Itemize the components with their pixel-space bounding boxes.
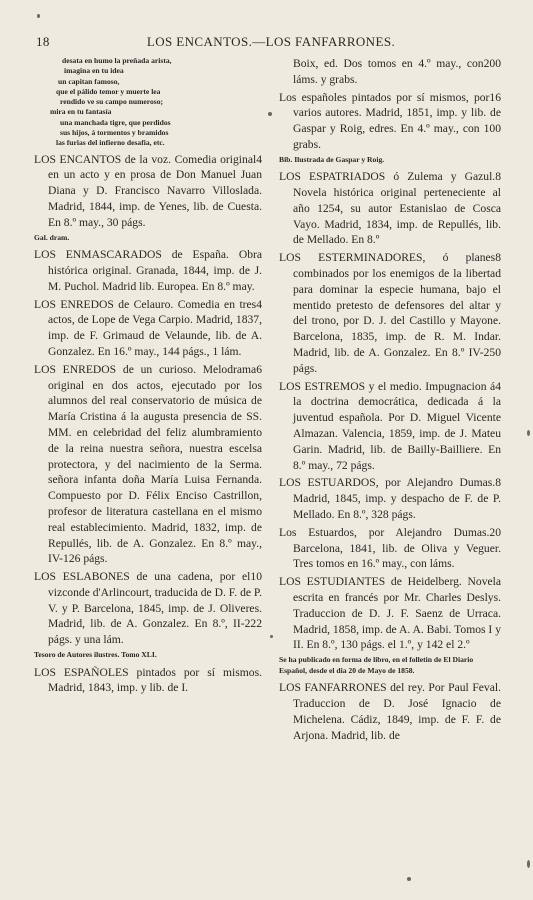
catalog-entry: [279, 475, 501, 522]
catalog-note: Gal. dram.: [34, 232, 70, 242]
print-speck: [268, 112, 272, 116]
left-column: [34, 56, 262, 698]
entry-text: Boix, ed. Dos tomos en 4.º may., con láms. y grabs.: [293, 57, 484, 86]
catalog-entry: [279, 525, 501, 572]
entry-text: LOS ESPAÑOLES pintados por sí mismos. Madrid, 1843, imp. y lib. de I.: [34, 665, 262, 695]
verse-line: desata en humo la preñada arista,: [62, 56, 172, 65]
verse-line: rendido ve su campo numeroso;: [60, 97, 164, 107]
catalog-entry: [279, 56, 501, 88]
entry-price: 16: [489, 90, 501, 104]
print-speck: [37, 14, 40, 18]
entry-price: 4: [256, 297, 262, 311]
catalog-entry: [279, 250, 501, 376]
entry-price: 4: [495, 379, 501, 393]
entry-text: Los Estuardos, por Alejandro Dumas. Barcelona, 1841, lib. de Oliva y Veguer. Tres tomos en 16.º may., con láms.: [279, 525, 501, 571]
catalog-entry: [34, 569, 262, 648]
catalog-entry: [34, 247, 262, 294]
entry-price: 20: [489, 525, 501, 539]
verse-line: imagina en tu idea: [64, 66, 124, 76]
left-entry-list: [34, 152, 262, 697]
verse-quotation: [34, 56, 262, 149]
print-speck: [270, 635, 273, 638]
entry-price: 4: [256, 152, 262, 166]
print-speck: [527, 430, 530, 436]
catalog-entry: [34, 665, 262, 697]
catalog-entry: [279, 169, 501, 248]
catalog-entry: [34, 297, 262, 360]
verse-line: que el pálido temor y muerte lea: [56, 86, 161, 96]
entry-text: Los españoles pintados por sí mismos, por varios autores. Madrid, 1851, imp. y lib. de Gaspar y Roig, edres. En 4.º may., con 100 grabs.: [279, 90, 501, 151]
verse-line: sus hijos, á tormentos y bramidos: [60, 128, 169, 138]
entry-price: 200: [483, 57, 501, 70]
entry-text: LOS ESPATRIADOS ó Zulema y Gazul. Novela histórica original perteneciente al año 1254, su autor Estanislao de Cosca Vayo. Madrid, 1834, imp. de Repullés, lib. de Mellado. En 8.º: [279, 170, 501, 247]
catalog-entry: [34, 152, 262, 231]
entry-price: 6: [256, 362, 262, 376]
page-header: [36, 34, 506, 50]
verse-line: las furias del infierno desafia, etc.: [56, 138, 165, 148]
entry-text: LOS ENCANTOS de la voz. Comedia original en un acto y en prosa de Don Manuel Juan Diana y D. Francisco Navarro Villoslada. Madrid, 1844, imp. de Yenes, lib. de Cuesta. En 8.º may., 30 págs.: [34, 152, 262, 229]
entry-text: LOS ESTUDIANTES de Heidelberg. Novela escrita en francés por Mr. Charles Deslys. Traduccion de D. J. F. Saenz de Urraca. Madrid, 1858, imp. de A. A. Babi. Tomos I y II. En 8.º, 130 págs. el 1.º, y 142 el 2.º: [279, 575, 501, 652]
catalog-note: Tesoro de Autores ilustres. Tomo XLI.: [34, 650, 157, 660]
catalog-entry: [279, 90, 501, 153]
catalog-entry: [34, 362, 262, 567]
entry-text: LOS ENMASCARADOS de España. Obra histórica original. Granada, 1844, imp. de J. M. Puchol. Madrid lib. Europea. En 8.º may.: [34, 248, 262, 293]
entry-text: LOS ENREDOS de Celauro. Comedia en tres actos, de Lope de Vega Carpio. Madrid, 1837, imp. de F. Grimaud de Velaunde, lib. de A. Gonzalez. En 16.º may., 144 págs., 1 lám.: [34, 297, 262, 358]
catalog-entry: [279, 680, 501, 743]
print-speck: [527, 860, 530, 868]
verse-line: una manchada tigre, que perdidos: [60, 117, 171, 127]
page-number: 18: [36, 34, 50, 49]
catalog-entry: [279, 574, 501, 653]
entry-text: LOS ENREDOS de un curioso. Melodrama original en dos actos, ejecutado por los alumnos del real conservatorio de música de María Cristina á la augusta presencia de SS. MM. en celebridad del feliz alumbramiento de la reina nuestra señora, nuestra escelsa protectora, y del nacimiento de la Serma. señora infanta doña María Luisa Fernanda. Compuesto por D. Félix Enciso Castrillon, profesor de literatura castellana en el mismo real establecimiento. Madrid, 1832, imp. de Repullés, lib. de A. Gonzalez. En 8.º may., IV-126 págs.: [34, 362, 262, 566]
entry-text: LOS FANFARRONES del rey. Por Paul Feval. Traduccion de D. José Ignacio de Michelena. Cádiz, 1849, imp. de F. F. de Arjona. Madrid, lib. de: [279, 681, 501, 742]
entry-price: 8: [495, 476, 501, 490]
catalog-entry: [279, 379, 501, 474]
catalog-note: Se ha publicado en forma de libro, en el folletin de El Diario Español, desde el dia 20 de Mayo de 1858.: [279, 655, 474, 675]
entry-text: LOS ESLABONES de una cadena, por el vizconde d'Arlincourt, traducida de D. F. de P. V. y P. Barcelona, 1845, imp. de J. Oliveres. Madrid, lib. de A. Gonzalez. En 8.º, II-222 págs. y una lám.: [34, 570, 262, 647]
verse-line: mira en tu fantasía: [50, 107, 112, 117]
entry-text: LOS ESTREMOS y el medio. Impugnacion á la doctrina democrática, dedicada á la juventud española. Por D. Miguel Vicente Almazan. Valencia, 1859, imp. de J. Mateu Garin. Madrid, lib. de Bailly-Bailliere. En 8.º may., 72 págs.: [279, 379, 501, 472]
entry-text: LOS ESTUARDOS, por Alejandro Dumas. Madrid, 1845, imp. y despacho de F. de P. Mellado. En 8.º, 328 págs.: [279, 476, 501, 522]
right-entry-list: [279, 56, 501, 743]
entry-text: LOS ESTERMINADORES, ó planes combinados por los enemigos de la libertad para dominar la especie humana, bajo el mentido pretesto de defensores del altar y del trono, por D. J. del Castillo y Mayone. Barcelona, 1835, imp. de R. M. Indar. Madrid, lib. de A. Gonzalez. En 8.º IV-250 págs.: [279, 251, 501, 375]
running-title: LOS ENCANTOS.—LOS FANFARRONES.: [146, 34, 396, 49]
print-speck: [407, 877, 411, 881]
right-column: [279, 56, 501, 745]
entry-price: 10: [250, 570, 262, 584]
catalog-note: Bib. Ilustrada de Gaspar y Roig.: [279, 154, 385, 164]
entry-price: 8: [495, 170, 501, 184]
entry-price: 8: [495, 251, 501, 265]
verse-line: un capitan famoso,: [58, 76, 120, 86]
